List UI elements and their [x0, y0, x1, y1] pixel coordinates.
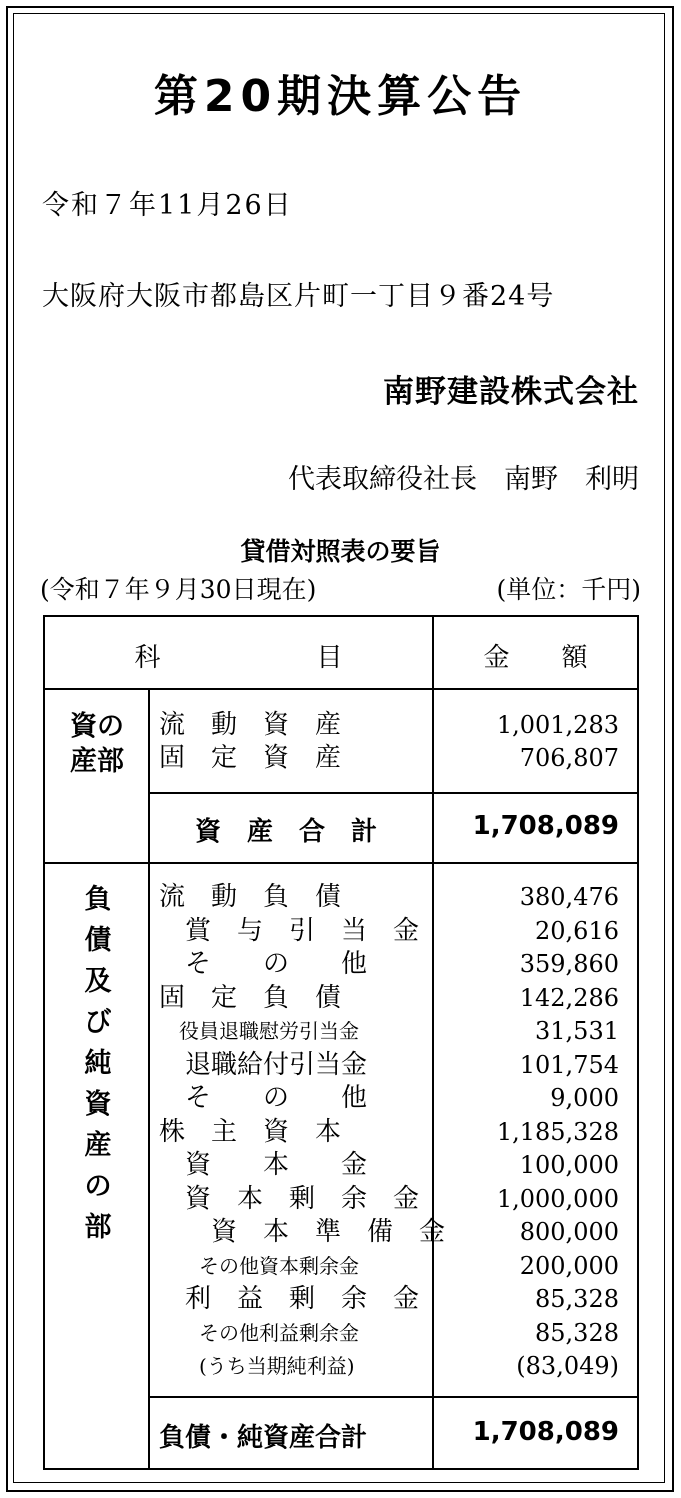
notice-title: 第20期決算公告: [153, 71, 528, 122]
item-label: 賞 与 引 当 金: [159, 915, 420, 946]
liabilities-total-label: 負債・純資産合計: [159, 1423, 368, 1453]
item-label: (うち当期純利益): [159, 1354, 355, 1378]
header-divider: [45, 688, 637, 690]
category-column-divider: [148, 688, 150, 1468]
item-amount: 380,476: [519, 883, 619, 911]
item-label: その他資本剰余金: [159, 1253, 359, 1278]
item-amount: 1,185,328: [496, 1117, 619, 1146]
item-amount: 100,000: [519, 1151, 619, 1179]
assets-total-label: 資 産 合 計: [195, 817, 378, 847]
notice-date: 令和７年11月26日: [42, 190, 293, 221]
liabilities-total-amount: 1,708,089: [472, 1417, 619, 1447]
company-address: 大阪府大阪市都島区片町一丁目９番24号: [42, 281, 555, 312]
balance-sheet-unit: (単位：千円): [496, 575, 641, 604]
item-label: 利 益 剰 余 金: [159, 1284, 420, 1314]
header-amount: 金 額: [483, 643, 588, 673]
item-label: 資 本 剰 余 金: [159, 1183, 420, 1214]
asset-subtotal-divider: [148, 792, 637, 794]
liabilities-category-label: [83, 879, 113, 1248]
item-amount: 1,001,283: [496, 711, 619, 739]
item-amount: (83,049): [516, 1352, 619, 1380]
item-amount: 359,860: [519, 950, 619, 978]
item-label: その他利益剰余金: [159, 1320, 359, 1345]
item-label: 役員退職慰労引当金: [159, 1019, 359, 1043]
item-amount: 20,616: [535, 916, 619, 945]
item-label: 流 動 負 債: [159, 882, 342, 912]
item-label: そ の 他: [159, 1083, 368, 1113]
item-amount: 142,286: [519, 983, 619, 1012]
item-label: 固 定 負 債: [159, 982, 342, 1013]
liabilities-total-divider: [148, 1396, 637, 1398]
balance-sheet-period: (令和７年９月30日現在): [40, 575, 317, 604]
item-amount: 85,328: [535, 1285, 619, 1313]
company-name: 南野建設株式会社: [383, 374, 639, 410]
assets-category-label: [55, 709, 139, 779]
amount-column-divider: [432, 617, 434, 1468]
item-amount: 800,000: [519, 1218, 619, 1246]
assets-section-divider: [45, 862, 637, 864]
balance-sheet-title: 貸借対照表の要旨: [240, 537, 441, 566]
item-amount: 85,328: [535, 1318, 619, 1347]
liabilities-category-text: 負 債 及 び 純 資 産 の 部: [84, 884, 112, 1243]
item-amount: 31,531: [535, 1017, 619, 1045]
item-amount: 9,000: [550, 1084, 619, 1112]
item-label: 流 動 資 産: [159, 710, 342, 740]
assets-category-text: 資の 産部: [70, 711, 124, 777]
header-item: 科 目: [134, 643, 343, 673]
item-label: 資 本 金: [159, 1150, 368, 1180]
item-amount: 706,807: [519, 744, 619, 772]
item-amount: 101,754: [519, 1050, 619, 1079]
representative: 代表取締役社長 南野 利明: [288, 464, 639, 495]
item-label: 資 本 準 備 金: [159, 1217, 446, 1247]
item-amount: 200,000: [519, 1251, 619, 1280]
item-label: 固 定 資 産: [159, 743, 342, 773]
item-label: そ の 他: [159, 949, 368, 979]
balance-sheet-table: [43, 615, 639, 1470]
item-label: 株 主 資 本: [159, 1116, 342, 1147]
item-label: 退職給付引当金: [159, 1049, 368, 1080]
item-amount: 1,000,000: [496, 1184, 619, 1213]
assets-total-amount: 1,708,089: [472, 811, 619, 841]
